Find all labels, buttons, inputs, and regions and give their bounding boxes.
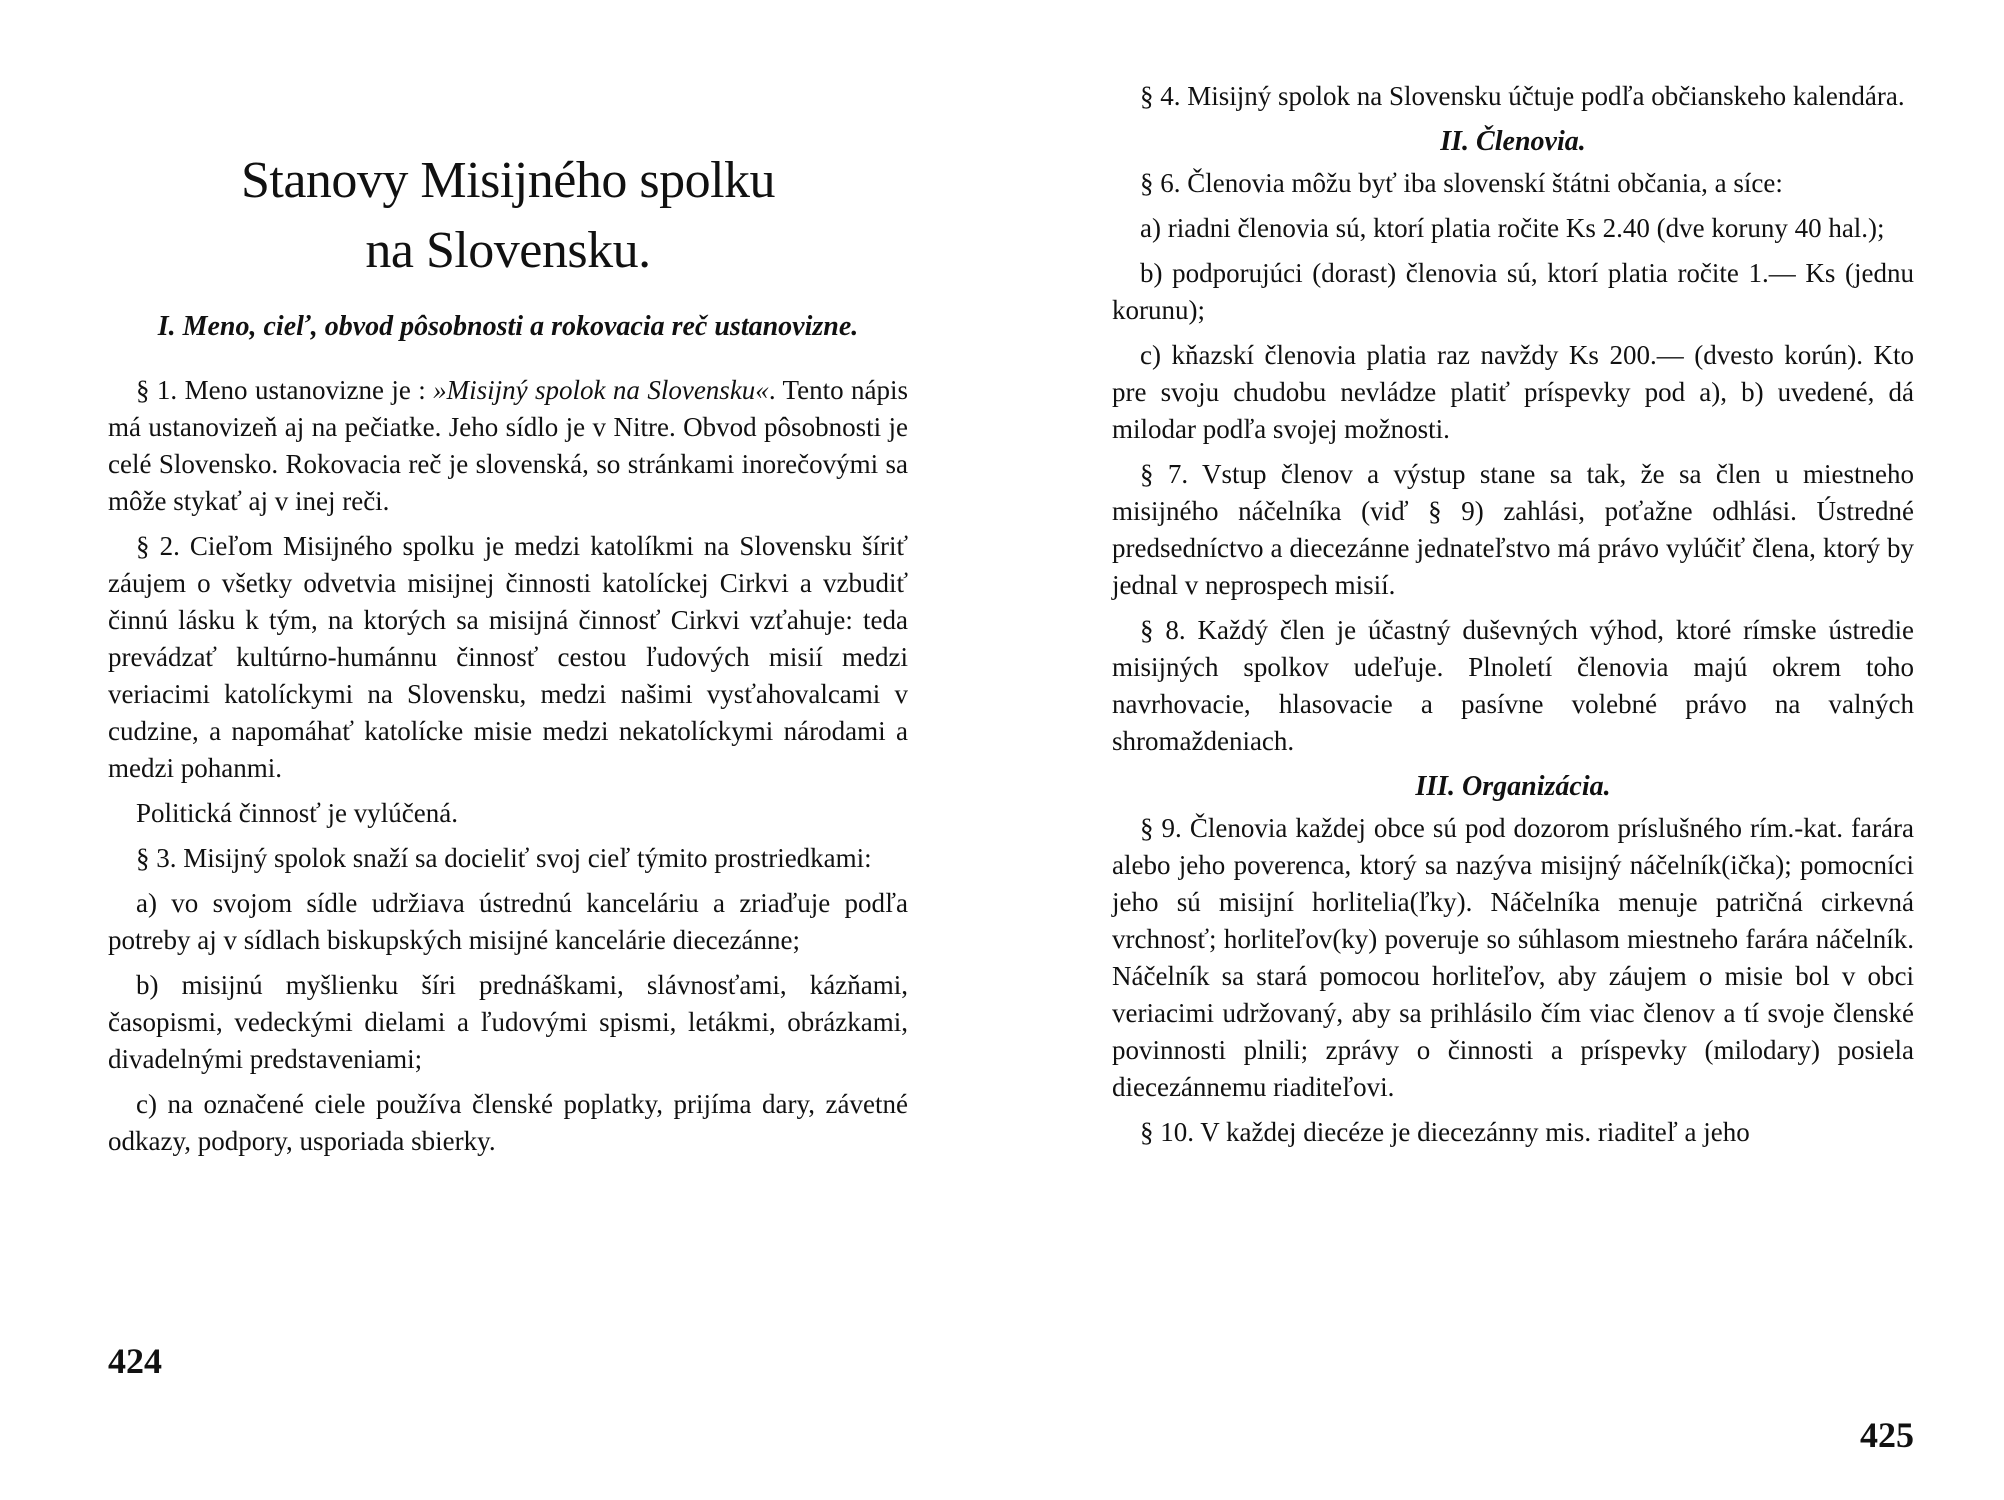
paragraph-section-1 — [108, 372, 908, 520]
paragraph-section-3b: b) misijnú myšlienku šíri prednáškami, slávnosťami, kázňami, časopismi, vedeckými dielami a ľudovými spismi, letákmi, obrázkami, divadelnými predstaveniami; — [108, 970, 908, 1074]
document-title — [108, 0, 908, 286]
paragraph-section-3c: c) na označené ciele používa členské poplatky, prijíma dary, závetné odkazy, podpory, usporiada sbierky. — [108, 1089, 908, 1156]
left-page — [108, 0, 908, 1500]
paragraph-politics: Politická činnosť je vylúčená. — [136, 798, 458, 828]
page-number-right: 425 — [1860, 1415, 1914, 1455]
paragraph-section-10: § 10. V každej diecéze je diecezánny mis. riaditeľ a jeho — [1140, 1117, 1750, 1147]
paragraph-section-3a: a) vo svojom sídle udržiava ústrednú kanceláriu a zriaďuje podľa potreby aj v sídlach biskupských misijné kancelárie diecezánne; — [108, 888, 908, 955]
page-number-left: 424 — [108, 1341, 162, 1381]
paragraph-section-6b: b) podporujúci (dorast) členovia sú, ktorí platia ročite 1.— Ks (jednu korunu); — [1112, 258, 1914, 325]
title-line-2: na Slovensku. — [365, 222, 651, 279]
paragraph-section-6: § 6. Členovia môžu byť iba slovenskí štátni občania, a síce: — [1140, 168, 1783, 198]
title-line-1: Stanovy Misijného spolku — [240, 152, 776, 209]
right-page — [1112, 0, 1914, 1500]
section-heading-iii: III. Organizácia. — [1415, 771, 1611, 802]
section-heading-ii: II. Členovia. — [1440, 126, 1586, 157]
paragraph-section-6c: c) kňazskí členovia platia raz navždy Ks 200.— (dvesto korún). Kto pre svoju chudobu nevládze platiť príspevky pod a), b) uvedené, dá milodar podľa svojej možnosti. — [1112, 340, 1914, 444]
paragraph-section-4: § 4. Misijný spolok na Slovensku účtuje podľa občianskeho kalendára. — [1140, 81, 1905, 111]
paragraph-1-suffix: . Tento nápis má ustanovizeň aj na pečiatke. Jeho sídlo je v Nitre. Obvod pôsobnosti je celé Slovensko. Rokovacia reč je slovenská, so stránkami inorečovými sa môže stykať aj v inej reči. — [108, 375, 908, 516]
paragraph-section-7: § 7. Vstup členov a výstup stane sa tak, že sa člen u miestneho misijného náčelníka (viď § 9) zahlási, poťažne odhlási. Ústredné predsedníctvo a diecezánne jednateľstvo má právo vylúčiť člena, ktorý by jednal v neprospech misií. — [1112, 459, 1914, 600]
paragraph-section-6a: a) riadni členovia sú, ktorí platia ročite Ks 2.40 (dve koruny 40 hal.); — [1140, 213, 1885, 243]
organization-name-italic: »Misijný spolok na Slovensku« — [433, 375, 769, 405]
left-page-body — [108, 372, 908, 1160]
section-heading-i: I. Meno, cieľ, obvod pôsobnosti a rokovacia reč ustanovizne. — [157, 311, 859, 342]
paragraph-section-9: § 9. Členovia každej obce sú pod dozorom príslušného rím.-kat. farára alebo jeho poverenca, ktorý sa nazýva misijný náčelník(ička); pomocníci jeho sú misijní horlitelia(ľky). Náčelníka menuje patričná cirkevná vrchnosť; horliteľov(ky) poveruje so súhlasom miestneho farára náčelník. Náčelník sa stará pomocou horliteľov, aby záujem o misie bol v obci veriacimi udržovaný, aby sa prihlásilo čím viac členov a tí svoje členské povinnosti plnili; zprávy o činnosti a príspevky (milodary) posiela diecezánnemu riaditeľovi. — [1112, 813, 1914, 1102]
right-page-body — [1112, 0, 1914, 1151]
paragraph-section-2: § 2. Cieľom Misijného spolku je medzi katolíkmi na Slovensku šíriť záujem o všetky odvetvia misijnej činnosti katolíckej Cirkvi a vzbudiť činnú lásku k tým, na ktorých sa misijná činnosť Cirkvi vzťahuje: teda prevádzať kultúrno-humánnu činnosť cestou ľudových misií medzi veriacimi katolíckymi na Slovensku, medzi našimi vysťahovalcami v cudzine, a napomáhať katolícke misie medzi nekatolíckymi národami a medzi pohanmi. — [108, 531, 908, 783]
paragraph-section-8: § 8. Každý člen je účastný duševných výhod, ktoré rímske ústredie misijných spolkov udeľuje. Plnoletí členovia majú okrem toho navrhovacie, hlasovacie a pasívne volebné právo na valných shromaždeniach. — [1112, 615, 1914, 756]
paragraph-section-3: § 3. Misijný spolok snaží sa docieliť svoj cieľ týmito prostriedkami: — [136, 843, 872, 873]
paragraph-1-prefix: § 1. Meno ustanovizne je : — [136, 375, 434, 405]
